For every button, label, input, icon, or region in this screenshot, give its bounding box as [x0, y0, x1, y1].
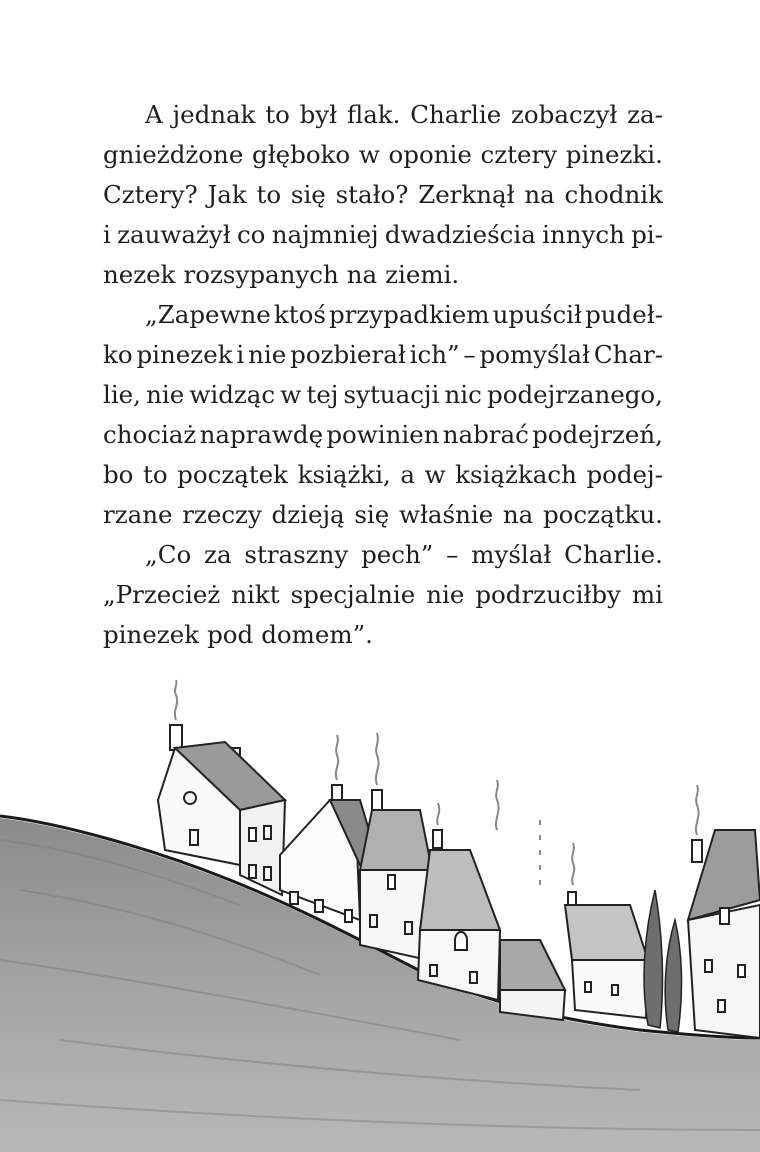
- word: przypadkiem: [329, 300, 490, 329]
- word: –: [446, 540, 459, 569]
- word: a: [400, 460, 416, 489]
- word: lie,: [103, 380, 141, 409]
- word: książkach: [455, 460, 577, 489]
- word: rzeczy: [182, 500, 262, 529]
- text-line: [103, 135, 663, 175]
- word: pinezek: [103, 620, 200, 649]
- word: nie: [146, 380, 185, 409]
- word: w: [358, 140, 380, 169]
- word: innych: [542, 220, 625, 249]
- text-line: [103, 215, 663, 255]
- word: podrzuciłby: [475, 580, 621, 609]
- word: nie: [426, 580, 465, 609]
- house-7: [688, 830, 760, 1038]
- text-line: [103, 95, 663, 135]
- word: zobaczył: [511, 100, 618, 129]
- word: pinezki.: [565, 140, 663, 169]
- word: oponie: [388, 140, 472, 169]
- text-line: [103, 335, 663, 375]
- word: ziemi.: [385, 260, 460, 289]
- text-line: [103, 495, 663, 535]
- word: pomyślał: [479, 340, 590, 369]
- word: i: [236, 340, 245, 369]
- word: dzieją: [271, 500, 345, 529]
- word: nie: [248, 340, 287, 369]
- word: powinien: [326, 420, 440, 449]
- word: Char-: [593, 340, 663, 369]
- word: właśnie: [398, 500, 494, 529]
- word: i: [103, 220, 111, 249]
- word: zauważył: [117, 220, 231, 249]
- word: myślał: [471, 540, 552, 569]
- text-line: [103, 295, 663, 335]
- word: rzane: [103, 500, 173, 529]
- word: co: [236, 220, 266, 249]
- word: w: [424, 460, 446, 489]
- word: jednak: [172, 100, 256, 129]
- word: książki,: [297, 460, 391, 489]
- word: Jak: [207, 180, 247, 209]
- word: podejrzanego,: [487, 380, 663, 409]
- trees: [644, 890, 682, 1032]
- house-6: [565, 892, 648, 1018]
- word: –: [463, 340, 476, 369]
- word: cztery: [480, 140, 558, 169]
- word: specjalnie: [290, 580, 416, 609]
- word: pod: [207, 620, 254, 649]
- house-5: [500, 940, 565, 1020]
- word: ktoś: [273, 300, 326, 329]
- word: nezek: [103, 260, 176, 289]
- house-4: [418, 830, 500, 1000]
- text-line: [103, 455, 663, 495]
- word: Cztery?: [103, 180, 198, 209]
- word: ich”: [409, 340, 460, 369]
- text-line: [103, 535, 663, 575]
- word: ko: [103, 340, 133, 369]
- word: „Co: [145, 540, 192, 569]
- text-line: [103, 375, 663, 415]
- word: mi: [631, 580, 663, 609]
- word: na: [524, 180, 555, 209]
- word: straszny: [244, 540, 349, 569]
- word: chodnik: [564, 180, 663, 209]
- word: „Zapewne: [145, 300, 271, 329]
- word: Charlie.: [564, 540, 663, 569]
- word: za-: [627, 100, 663, 129]
- word: podejrzeń,: [532, 420, 663, 449]
- word: rozsypanych: [183, 260, 339, 289]
- word: sytuacji: [343, 380, 440, 409]
- word: był: [299, 100, 338, 129]
- word: stało?: [335, 180, 409, 209]
- word: tej: [306, 380, 339, 409]
- word: to: [256, 180, 282, 209]
- hillside-village-illustration: [0, 660, 760, 1152]
- word: domem”.: [261, 620, 373, 649]
- word: najmniej: [271, 220, 379, 249]
- text-line: [103, 575, 663, 615]
- word: A: [145, 100, 163, 129]
- word: bo: [103, 460, 134, 489]
- word: flak.: [346, 100, 401, 129]
- word: głęboko: [252, 140, 351, 169]
- word: podej-: [586, 460, 663, 489]
- word: za: [204, 540, 232, 569]
- text-line: [103, 255, 663, 295]
- word: pech”: [361, 540, 434, 569]
- word: Zerknął: [418, 180, 515, 209]
- word: dwadzieścia: [384, 220, 536, 249]
- word: nikt: [231, 580, 280, 609]
- word: to: [265, 100, 290, 129]
- word: widząc: [189, 380, 276, 409]
- word: na: [346, 260, 378, 289]
- text-line: [103, 175, 663, 215]
- word: gnieżdżone: [103, 140, 244, 169]
- word: pozbierał: [290, 340, 406, 369]
- word: w: [280, 380, 302, 409]
- word: chociaż: [103, 420, 197, 449]
- word: upuścił: [492, 300, 582, 329]
- word: się: [290, 180, 326, 209]
- text-line: [103, 415, 663, 455]
- word: „Przecież: [103, 580, 221, 609]
- word: naprawdę: [199, 420, 324, 449]
- word: nabrać: [442, 420, 529, 449]
- word: pudeł-: [585, 300, 663, 329]
- word: na: [502, 500, 534, 529]
- word: się: [354, 500, 390, 529]
- word: początku.: [543, 500, 663, 529]
- text-line: [103, 615, 663, 655]
- word: początek: [177, 460, 289, 489]
- word: Charlie: [410, 100, 502, 129]
- word: pinezek: [136, 340, 233, 369]
- word: pi-: [631, 220, 663, 249]
- word: to: [143, 460, 168, 489]
- word: nic: [444, 380, 482, 409]
